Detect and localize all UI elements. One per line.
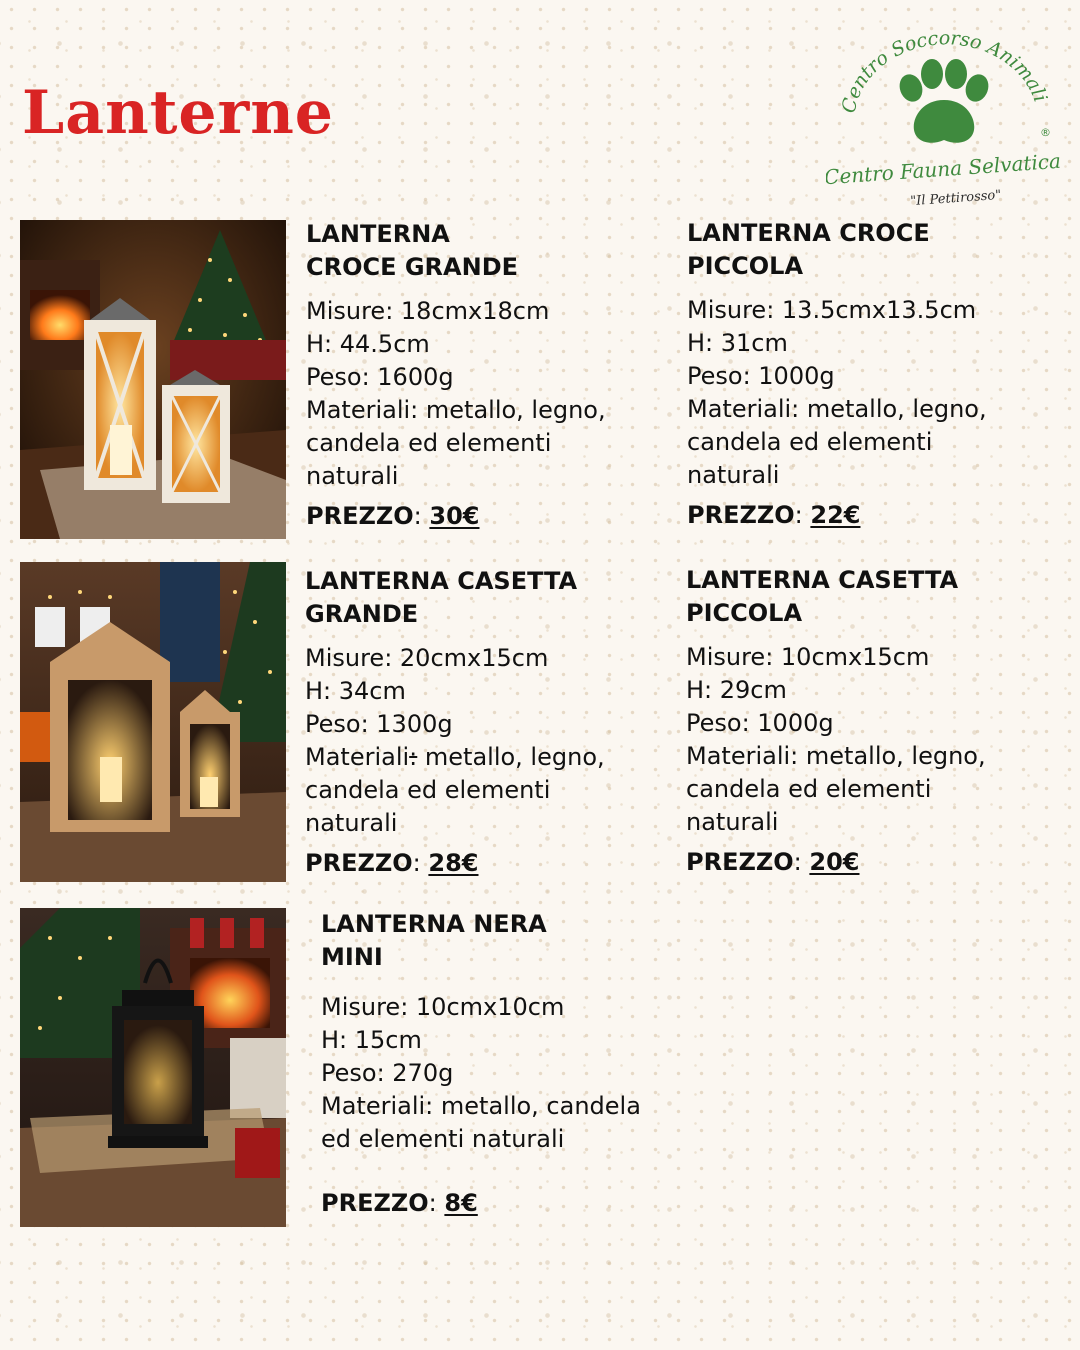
product-card-croce-grande bbox=[306, 218, 606, 530]
product-weight: Peso: 1300g bbox=[305, 710, 453, 738]
registered-mark: ® bbox=[1040, 126, 1051, 139]
price-value: 22€ bbox=[810, 501, 861, 529]
product-card-nera-mini bbox=[321, 908, 641, 1217]
product-name: LANTERNA CASETTA GRANDE bbox=[305, 567, 578, 628]
product-materials: Materiali: metallo, legno, candela ed elementi naturali bbox=[686, 742, 986, 836]
product-height: H: 29cm bbox=[686, 676, 787, 704]
product-size: Misure: 20cmx15cm bbox=[305, 644, 549, 672]
price-value: 30€ bbox=[429, 502, 480, 530]
price-label: PREZZO bbox=[687, 501, 795, 529]
logo-arc-text: Centro Soccorso Animali bbox=[837, 30, 1052, 116]
logo bbox=[826, 30, 1060, 212]
product-size: Misure: 10cmx15cm bbox=[686, 643, 930, 671]
product-photo-croce bbox=[20, 220, 286, 539]
product-height: H: 31cm bbox=[687, 329, 788, 357]
logo-subtitle: "Il Pettirosso" bbox=[909, 187, 1002, 210]
product-card-casetta-grande bbox=[305, 565, 605, 877]
product-specs bbox=[686, 641, 986, 839]
product-price: PREZZO: 8€ bbox=[321, 1189, 478, 1217]
product-photo-casetta bbox=[20, 562, 286, 882]
product-name: LANTERNA CROCE GRANDE bbox=[306, 220, 519, 281]
product-weight: Peso: 1000g bbox=[687, 362, 835, 390]
product-weight: Peso: 270g bbox=[321, 1059, 454, 1087]
price-label: PREZZO bbox=[321, 1189, 429, 1217]
product-name: LANTERNA CASETTA PICCOLA bbox=[686, 566, 959, 627]
product-height: H: 15cm bbox=[321, 1026, 422, 1054]
product-photo-nera-mini bbox=[20, 908, 286, 1227]
product-specs bbox=[687, 294, 987, 492]
materials-text: metallo, legno, candela ed elementi naturali bbox=[305, 743, 605, 837]
product-price: PREZZO: 30€ bbox=[306, 502, 480, 530]
price-label: PREZZO bbox=[686, 848, 794, 876]
product-weight: Peso: 1600g bbox=[306, 363, 454, 391]
product-size: Misure: 18cmx18cm bbox=[306, 297, 550, 325]
price-value: 8€ bbox=[444, 1189, 478, 1217]
page-title: Lanterne bbox=[22, 78, 334, 148]
product-weight: Peso: 1000g bbox=[686, 709, 834, 737]
price-label: PREZZO bbox=[306, 502, 414, 530]
product-materials: Materiali: metallo, candela ed elementi naturali bbox=[321, 1092, 641, 1153]
paw-icon bbox=[896, 59, 992, 143]
materials-label: Materiali bbox=[305, 743, 410, 771]
product-price: PREZZO: 28€ bbox=[305, 849, 479, 877]
product-materials: Materiali: metallo, legno, candela ed elementi naturali bbox=[306, 396, 606, 490]
logo-graphic bbox=[826, 30, 1060, 212]
product-materials bbox=[305, 741, 605, 840]
product-specs bbox=[321, 991, 641, 1156]
product-name: LANTERNA CROCE PICCOLA bbox=[687, 219, 930, 280]
product-specs bbox=[306, 295, 606, 493]
product-card-croce-piccola bbox=[687, 217, 987, 529]
product-height: H: 34cm bbox=[305, 677, 406, 705]
logo-name: Centro Fauna Selvatica bbox=[826, 148, 1060, 190]
product-name: LANTERNA NERA MINI bbox=[321, 910, 547, 971]
product-specs bbox=[305, 642, 605, 840]
product-size: Misure: 13.5cmx13.5cm bbox=[687, 296, 977, 324]
price-value: 20€ bbox=[809, 848, 860, 876]
price-value: 28€ bbox=[428, 849, 479, 877]
materials-struck-colon: : bbox=[409, 743, 418, 771]
product-height: H: 44.5cm bbox=[306, 330, 430, 358]
product-materials: Materiali: metallo, legno, candela ed elementi naturali bbox=[687, 395, 987, 489]
product-size: Misure: 10cmx10cm bbox=[321, 993, 565, 1021]
product-price: PREZZO: 20€ bbox=[686, 848, 860, 876]
product-card-casetta-piccola bbox=[686, 564, 986, 876]
product-price: PREZZO: 22€ bbox=[687, 501, 861, 529]
price-label: PREZZO bbox=[305, 849, 413, 877]
